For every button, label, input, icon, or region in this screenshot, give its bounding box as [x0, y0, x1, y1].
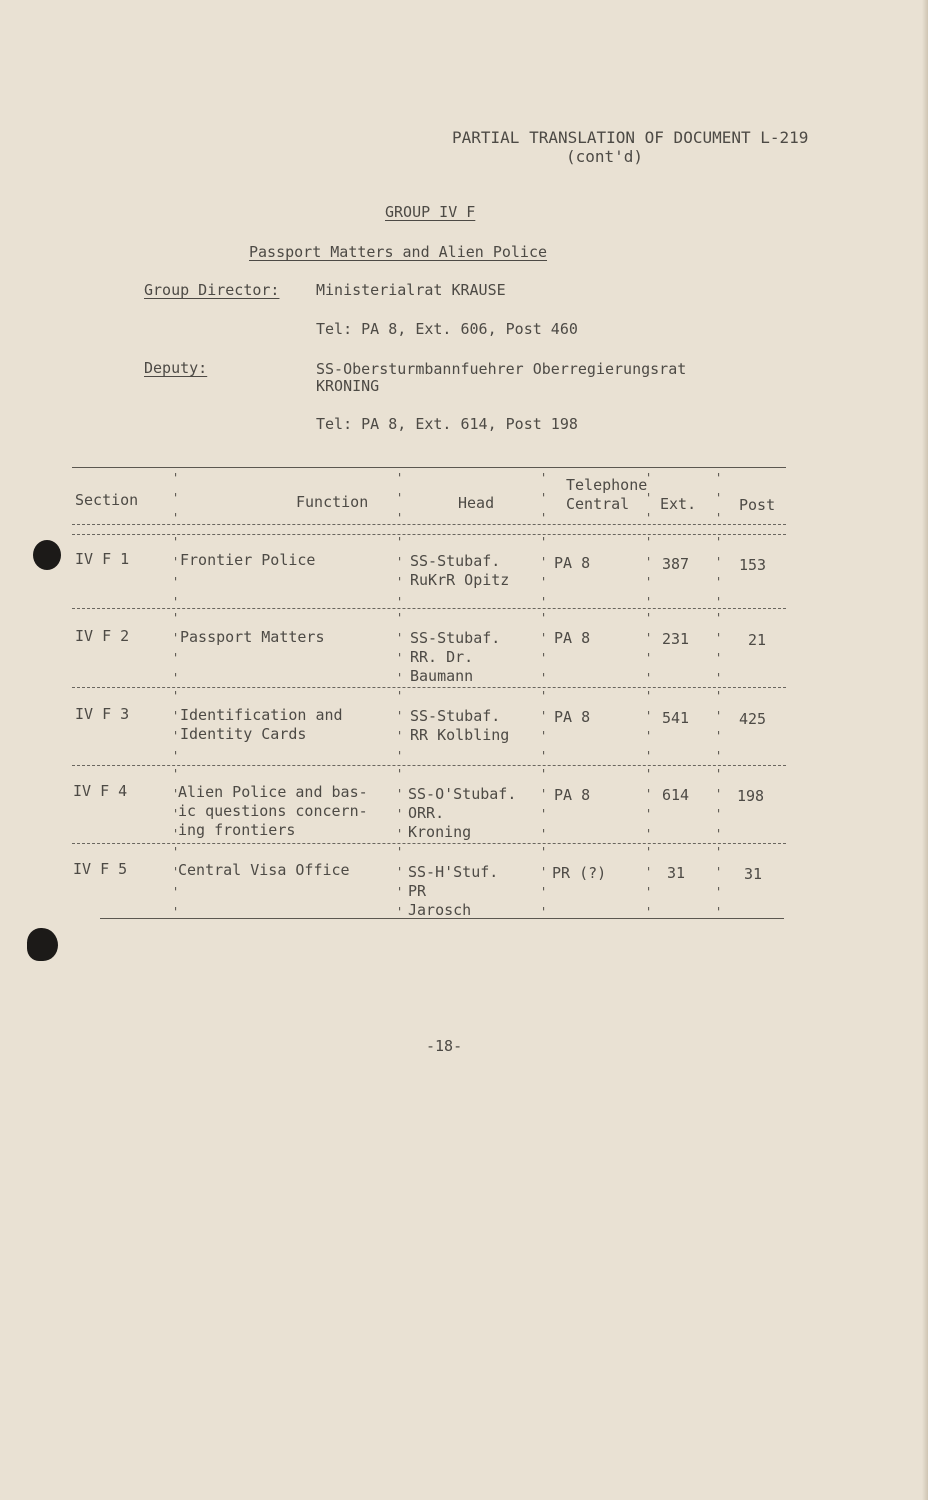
column-separator-tick: ': [715, 865, 723, 879]
ext-cell: 231: [662, 630, 690, 648]
head-line: SS-Stubaf.: [410, 629, 501, 647]
column-separator-tick: ': [715, 845, 723, 859]
column-separator-tick: ': [172, 865, 180, 879]
column-separator-tick: ': [715, 651, 723, 665]
column-separator-tick: ': [172, 689, 180, 703]
header-rule: [72, 524, 786, 525]
row-rule: [72, 843, 786, 844]
deputy-label: Deputy:: [144, 359, 208, 377]
column-separator-tick: ': [715, 555, 723, 569]
ext-cell: 31: [667, 864, 686, 882]
column-separator-tick: ': [172, 709, 180, 723]
column-separator-tick: ': [540, 845, 548, 859]
column-separator-tick: ': [715, 905, 723, 919]
header-central: Central: [566, 495, 630, 513]
column-separator-tick: ': [172, 555, 180, 569]
column-separator-tick: ': [540, 491, 548, 505]
post-cell: 198: [737, 787, 765, 805]
deputy-name: SS-Obersturmbannfuehrer Oberregierungsrat: [316, 360, 687, 378]
section-cell: IV F 1: [75, 550, 130, 568]
column-separator-tick: ': [645, 827, 653, 841]
head-cell: [410, 707, 509, 745]
column-separator-tick: ': [645, 471, 653, 485]
section-cell: IV F 4: [73, 782, 128, 800]
punch-hole: [33, 540, 61, 570]
function-line: Frontier Police: [180, 551, 316, 569]
head-cell: [410, 629, 500, 686]
column-separator-tick: ': [172, 905, 180, 919]
head-line: Jarosch: [408, 901, 472, 919]
column-separator-tick: ': [396, 511, 404, 525]
column-separator-tick: ': [396, 787, 404, 801]
column-separator-tick: ': [172, 827, 180, 841]
column-separator-tick: ': [645, 491, 653, 505]
column-separator-tick: ': [645, 767, 653, 781]
header-post: Post: [739, 496, 776, 514]
group-title: GROUP IV F: [385, 203, 476, 221]
column-separator-tick: ': [645, 535, 653, 549]
column-separator-tick: ': [172, 807, 180, 821]
ext-cell: 614: [662, 786, 690, 804]
column-separator-tick: ': [645, 729, 653, 743]
column-separator-tick: ': [645, 511, 653, 525]
column-separator-tick: ': [645, 885, 653, 899]
column-separator-tick: ': [396, 689, 404, 703]
column-separator-tick: ': [645, 611, 653, 625]
function-line: Passport Matters: [180, 628, 325, 646]
row-rule: [72, 687, 786, 688]
column-separator-tick: ': [540, 555, 548, 569]
column-separator-tick: ': [540, 729, 548, 743]
column-separator-tick: ': [540, 689, 548, 703]
column-separator-tick: ': [645, 555, 653, 569]
column-separator-tick: ': [645, 689, 653, 703]
column-separator-tick: ': [645, 845, 653, 859]
function-line: Identity Cards: [180, 725, 307, 743]
head-line: SS-Stubaf.: [410, 707, 501, 725]
column-separator-tick: ': [396, 671, 404, 685]
function-line: ic questions concern-: [178, 802, 368, 820]
column-separator-tick: ': [715, 729, 723, 743]
section-cell: IV F 2: [75, 627, 130, 645]
column-separator-tick: ': [540, 575, 548, 589]
column-separator-tick: ': [172, 671, 180, 685]
head-cell: [410, 552, 509, 590]
column-separator-tick: ': [645, 709, 653, 723]
column-separator-tick: ': [645, 671, 653, 685]
column-separator-tick: ': [715, 491, 723, 505]
director-telephone: Tel: PA 8, Ext. 606, Post 460: [316, 320, 578, 338]
column-separator-tick: ': [172, 471, 180, 485]
group-subtitle: Passport Matters and Alien Police: [249, 243, 548, 261]
column-separator-tick: ': [396, 749, 404, 763]
column-separator-tick: ': [645, 905, 653, 919]
post-cell: 425: [739, 710, 767, 728]
column-separator-tick: ': [396, 865, 404, 879]
column-separator-tick: ': [396, 595, 404, 609]
column-separator-tick: ': [540, 787, 548, 801]
column-separator-tick: ': [715, 807, 723, 821]
header-section: Section: [75, 491, 139, 509]
column-separator-tick: ': [540, 807, 548, 821]
column-separator-tick: ': [172, 767, 180, 781]
column-separator-tick: ': [396, 827, 404, 841]
column-separator-tick: ': [396, 905, 404, 919]
column-separator-tick: ': [715, 689, 723, 703]
central-cell: PA 8: [554, 708, 591, 726]
column-separator-tick: ': [396, 631, 404, 645]
function-cell: [180, 706, 343, 744]
document-title: PARTIAL TRANSLATION OF DOCUMENT L-219: [452, 128, 809, 147]
header-rule: [72, 534, 786, 535]
column-separator-tick: ': [172, 535, 180, 549]
column-separator-tick: ': [172, 845, 180, 859]
column-separator-tick: ': [715, 671, 723, 685]
section-cell: IV F 5: [73, 860, 128, 878]
column-separator-tick: ': [715, 595, 723, 609]
column-separator-tick: ': [715, 787, 723, 801]
column-separator-tick: ': [172, 575, 180, 589]
column-separator-tick: ': [540, 611, 548, 625]
column-separator-tick: ': [540, 709, 548, 723]
column-separator-tick: ': [396, 651, 404, 665]
column-separator-tick: ': [715, 885, 723, 899]
column-separator-tick: ': [396, 845, 404, 859]
column-separator-tick: ': [396, 491, 404, 505]
post-cell: 153: [739, 556, 767, 574]
director-label: Group Director:: [144, 281, 280, 299]
column-separator-tick: ': [172, 729, 180, 743]
function-line: ing frontiers: [178, 821, 296, 839]
director-name: Ministerialrat KRAUSE: [316, 281, 506, 299]
column-separator-tick: ': [540, 767, 548, 781]
column-separator-tick: ': [172, 491, 180, 505]
header-function: Function: [296, 493, 369, 511]
ext-cell: 541: [662, 709, 690, 727]
column-separator-tick: ': [396, 555, 404, 569]
column-separator-tick: ': [396, 575, 404, 589]
column-separator-tick: ': [172, 749, 180, 763]
row-rule: [72, 608, 786, 609]
function-cell: [178, 783, 368, 840]
column-separator-tick: ': [540, 671, 548, 685]
column-separator-tick: ': [715, 535, 723, 549]
column-separator-tick: ': [645, 575, 653, 589]
head-line: ORR.: [408, 804, 445, 822]
central-cell: PA 8: [554, 786, 591, 804]
column-separator-tick: ': [396, 611, 404, 625]
column-separator-tick: ': [172, 631, 180, 645]
head-line: RuKrR Opitz: [410, 571, 510, 589]
function-cell: [180, 551, 315, 570]
column-separator-tick: ': [645, 595, 653, 609]
head-line: SS-O'Stubaf.: [408, 785, 517, 803]
column-separator-tick: ': [540, 865, 548, 879]
head-cell: [408, 785, 516, 842]
section-cell: IV F 3: [75, 705, 130, 723]
column-separator-tick: ': [540, 511, 548, 525]
column-separator-tick: ': [172, 885, 180, 899]
column-separator-tick: ': [715, 709, 723, 723]
column-separator-tick: ': [540, 905, 548, 919]
central-cell: PA 8: [554, 629, 591, 647]
column-separator-tick: ': [715, 511, 723, 525]
column-separator-tick: ': [540, 535, 548, 549]
head-line: SS-Stubaf.: [410, 552, 501, 570]
function-line: Alien Police and bas-: [178, 783, 368, 801]
head-line: RR Kolbling: [410, 726, 510, 744]
column-separator-tick: ': [540, 827, 548, 841]
column-separator-tick: ': [172, 651, 180, 665]
column-separator-tick: ': [396, 885, 404, 899]
post-cell: 31: [744, 865, 763, 883]
column-separator-tick: ': [645, 787, 653, 801]
head-line: Baumann: [410, 667, 474, 685]
column-separator-tick: ': [172, 787, 180, 801]
header-telephone: Telephone: [566, 476, 648, 494]
ext-cell: 387: [662, 555, 690, 573]
column-separator-tick: ': [715, 575, 723, 589]
column-separator-tick: ': [172, 511, 180, 525]
head-line: PR: [408, 882, 427, 900]
column-separator-tick: ': [396, 807, 404, 821]
head-cell: [408, 863, 498, 920]
column-separator-tick: ': [172, 611, 180, 625]
row-rule: [72, 765, 786, 766]
column-separator-tick: ': [645, 749, 653, 763]
deputy-telephone: Tel: PA 8, Ext. 614, Post 198: [316, 415, 578, 433]
punch-hole: [27, 928, 58, 961]
column-separator-tick: ': [396, 535, 404, 549]
column-separator-tick: ': [540, 631, 548, 645]
column-separator-tick: ': [396, 709, 404, 723]
function-line: Identification and: [180, 706, 343, 724]
head-line: RR. Dr.: [410, 648, 474, 666]
column-separator-tick: ': [396, 767, 404, 781]
central-cell: PA 8: [554, 554, 591, 572]
column-separator-tick: ': [540, 651, 548, 665]
column-separator-tick: ': [540, 749, 548, 763]
column-separator-tick: ': [715, 749, 723, 763]
column-separator-tick: ': [172, 595, 180, 609]
column-separator-tick: ': [645, 631, 653, 645]
table-top-rule: [72, 467, 786, 468]
column-separator-tick: ': [715, 611, 723, 625]
column-separator-tick: ': [396, 471, 404, 485]
post-cell: 21: [748, 631, 767, 649]
document-contd: (cont'd): [566, 147, 644, 166]
central-cell: PR (?): [552, 864, 607, 882]
column-separator-tick: ': [715, 471, 723, 485]
head-line: Kroning: [408, 823, 472, 841]
column-separator-tick: ': [715, 827, 723, 841]
page-number: -18-: [426, 1037, 463, 1055]
column-separator-tick: ': [645, 865, 653, 879]
function-cell: [180, 628, 325, 647]
function-cell: [178, 861, 350, 880]
column-separator-tick: ': [540, 471, 548, 485]
column-separator-tick: ': [715, 631, 723, 645]
function-line: Central Visa Office: [178, 861, 350, 879]
column-separator-tick: ': [396, 729, 404, 743]
header-head: Head: [458, 494, 495, 512]
column-separator-tick: ': [540, 595, 548, 609]
column-separator-tick: ': [645, 651, 653, 665]
page-edge: [922, 0, 928, 1500]
column-separator-tick: ': [715, 767, 723, 781]
deputy-name-cont: KRONING: [316, 377, 380, 395]
head-line: SS-H'Stuf.: [408, 863, 499, 881]
header-ext: Ext.: [660, 495, 697, 513]
column-separator-tick: ': [645, 807, 653, 821]
column-separator-tick: ': [540, 885, 548, 899]
